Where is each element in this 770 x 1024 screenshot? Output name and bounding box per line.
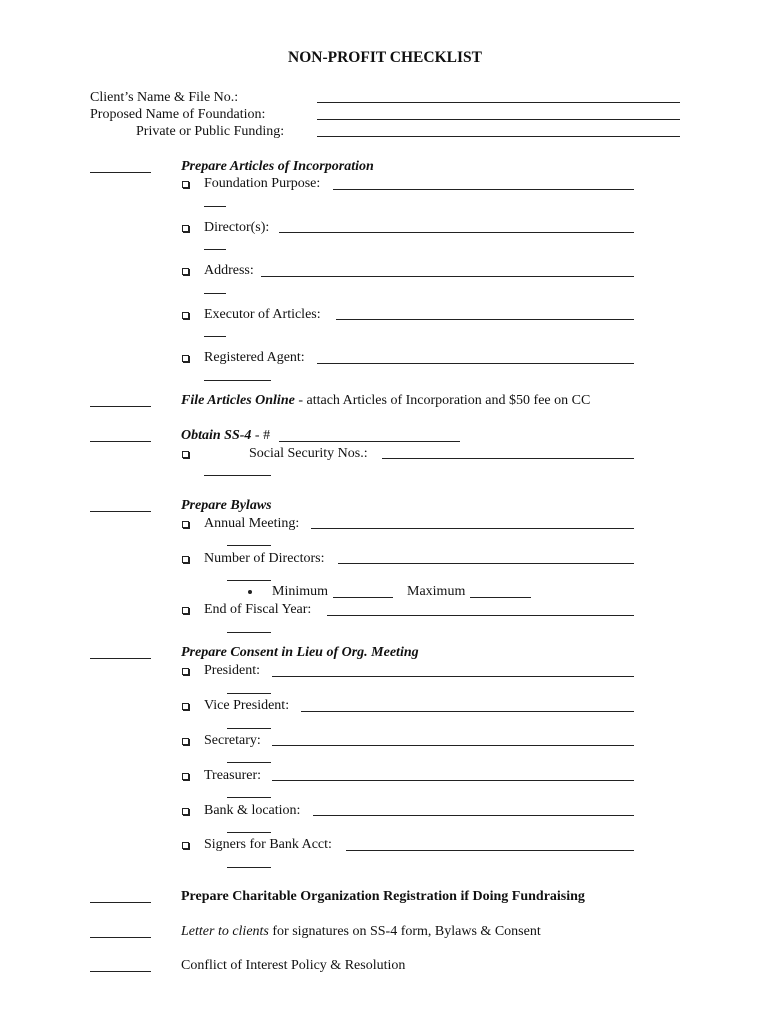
treasurer-field[interactable] <box>272 780 634 781</box>
bank-location-field-cont[interactable] <box>227 832 271 833</box>
ssn-field-cont[interactable] <box>204 475 271 476</box>
foundation-purpose-field-cont[interactable] <box>204 206 226 207</box>
maximum-label: Maximum <box>407 584 466 599</box>
directors-field-cont[interactable] <box>204 249 226 250</box>
treasurer-field-cont[interactable] <box>227 797 271 798</box>
checkbox-icon[interactable] <box>182 556 189 563</box>
fiscal-year-field-cont[interactable] <box>227 632 271 633</box>
articles-check-blank[interactable] <box>90 172 151 173</box>
ss4-check-blank[interactable] <box>90 441 151 442</box>
number-directors-field[interactable] <box>338 563 634 564</box>
funding-field[interactable] <box>317 136 680 137</box>
checkbox-icon[interactable] <box>182 268 189 275</box>
maximum-field[interactable] <box>470 597 531 598</box>
ssn-field[interactable] <box>382 458 634 459</box>
page-title: NON-PROFIT CHECKLIST <box>288 49 482 66</box>
funding-label: Private or Public Funding: <box>136 124 285 139</box>
vice-president-field-cont[interactable] <box>227 728 271 729</box>
registered-agent-field[interactable] <box>317 363 634 364</box>
fiscal-year-label: End of Fiscal Year: <box>204 602 312 617</box>
checkbox-icon[interactable] <box>182 607 189 614</box>
bank-signers-field[interactable] <box>346 850 634 851</box>
secretary-field-cont[interactable] <box>227 762 271 763</box>
vice-president-label: Vice President: <box>204 698 290 713</box>
bank-location-field[interactable] <box>313 815 634 816</box>
letter-heading: Letter to clients <box>181 924 269 939</box>
client-name-label: Client’s Name & File No.: <box>90 90 239 105</box>
bank-location-label: Bank & location: <box>204 803 301 818</box>
directors-field[interactable] <box>279 232 634 233</box>
fiscal-year-field[interactable] <box>327 615 634 616</box>
foundation-purpose-field[interactable] <box>333 189 634 190</box>
bank-signers-label: Signers for Bank Acct: <box>204 837 332 852</box>
checkbox-icon[interactable] <box>182 842 189 849</box>
address-field[interactable] <box>261 276 634 277</box>
foundation-name-field[interactable] <box>317 119 680 120</box>
conflict-heading: Conflict of Interest Policy & Resolution <box>181 958 406 973</box>
file-online-heading: File Articles Online <box>181 393 295 408</box>
checkbox-icon[interactable] <box>182 668 189 675</box>
annual-meeting-field[interactable] <box>311 528 634 529</box>
treasurer-label: Treasurer: <box>204 768 262 783</box>
president-field-cont[interactable] <box>227 693 271 694</box>
executor-field-cont[interactable] <box>204 336 226 337</box>
bylaws-heading: Prepare Bylaws <box>181 498 272 513</box>
letter-check-blank[interactable] <box>90 937 151 938</box>
annual-meeting-label: Annual Meeting: <box>204 516 300 531</box>
ss4-heading: Obtain SS-4 <box>181 428 252 443</box>
bylaws-check-blank[interactable] <box>90 511 151 512</box>
executor-field[interactable] <box>336 319 634 320</box>
address-field-cont[interactable] <box>204 293 226 294</box>
registered-agent-field-cont[interactable] <box>204 380 271 381</box>
letter-row <box>181 923 541 940</box>
client-name-field[interactable] <box>317 102 680 103</box>
file-online-note: - attach Articles of Incorporation and $50 fee on CC <box>298 393 591 408</box>
checkbox-icon[interactable] <box>182 355 189 362</box>
ss4-suffix: - # <box>254 428 271 443</box>
checkbox-icon[interactable] <box>182 808 189 815</box>
executor-label: Executor of Articles: <box>204 307 321 322</box>
address-label: Address: <box>204 263 254 278</box>
letter-note: for signatures on SS-4 form, Bylaws & Consent <box>272 924 541 939</box>
secretary-field[interactable] <box>272 745 634 746</box>
charitable-heading: Prepare Charitable Organization Registration if Doing Fundraising <box>181 889 585 904</box>
ss4-number-field[interactable] <box>279 441 460 442</box>
charitable-check-blank[interactable] <box>90 902 151 903</box>
checkbox-icon[interactable] <box>182 738 189 745</box>
minimum-label: Minimum <box>272 584 329 599</box>
foundation-purpose-label: Foundation Purpose: <box>204 176 321 191</box>
minimum-field[interactable] <box>333 597 393 598</box>
checkbox-icon[interactable] <box>182 521 189 528</box>
annual-meeting-field-cont[interactable] <box>227 545 271 546</box>
articles-heading: Prepare Articles of Incorporation <box>181 159 374 174</box>
consent-check-blank[interactable] <box>90 658 151 659</box>
checkbox-icon[interactable] <box>182 225 189 232</box>
ss4-row <box>181 427 270 444</box>
conflict-check-blank[interactable] <box>90 971 151 972</box>
checkbox-icon[interactable] <box>182 773 189 780</box>
directors-label: Director(s): <box>204 220 270 235</box>
checkbox-icon[interactable] <box>182 703 189 710</box>
registered-agent-label: Registered Agent: <box>204 350 305 365</box>
secretary-label: Secretary: <box>204 733 261 748</box>
checkbox-icon[interactable] <box>182 312 189 319</box>
number-directors-label: Number of Directors: <box>204 551 325 566</box>
president-label: President: <box>204 663 260 678</box>
vice-president-field[interactable] <box>301 711 634 712</box>
checkbox-icon[interactable] <box>182 451 189 458</box>
bank-signers-field-cont[interactable] <box>227 867 271 868</box>
file-online-check-blank[interactable] <box>90 406 151 407</box>
ssn-label: Social Security Nos.: <box>249 446 368 461</box>
bullet-icon <box>248 590 252 594</box>
foundation-name-label: Proposed Name of Foundation: <box>90 107 266 122</box>
file-online-row <box>181 392 590 409</box>
number-directors-field-cont[interactable] <box>227 580 271 581</box>
consent-heading: Prepare Consent in Lieu of Org. Meeting <box>181 645 419 660</box>
president-field[interactable] <box>272 676 634 677</box>
checkbox-icon[interactable] <box>182 181 189 188</box>
